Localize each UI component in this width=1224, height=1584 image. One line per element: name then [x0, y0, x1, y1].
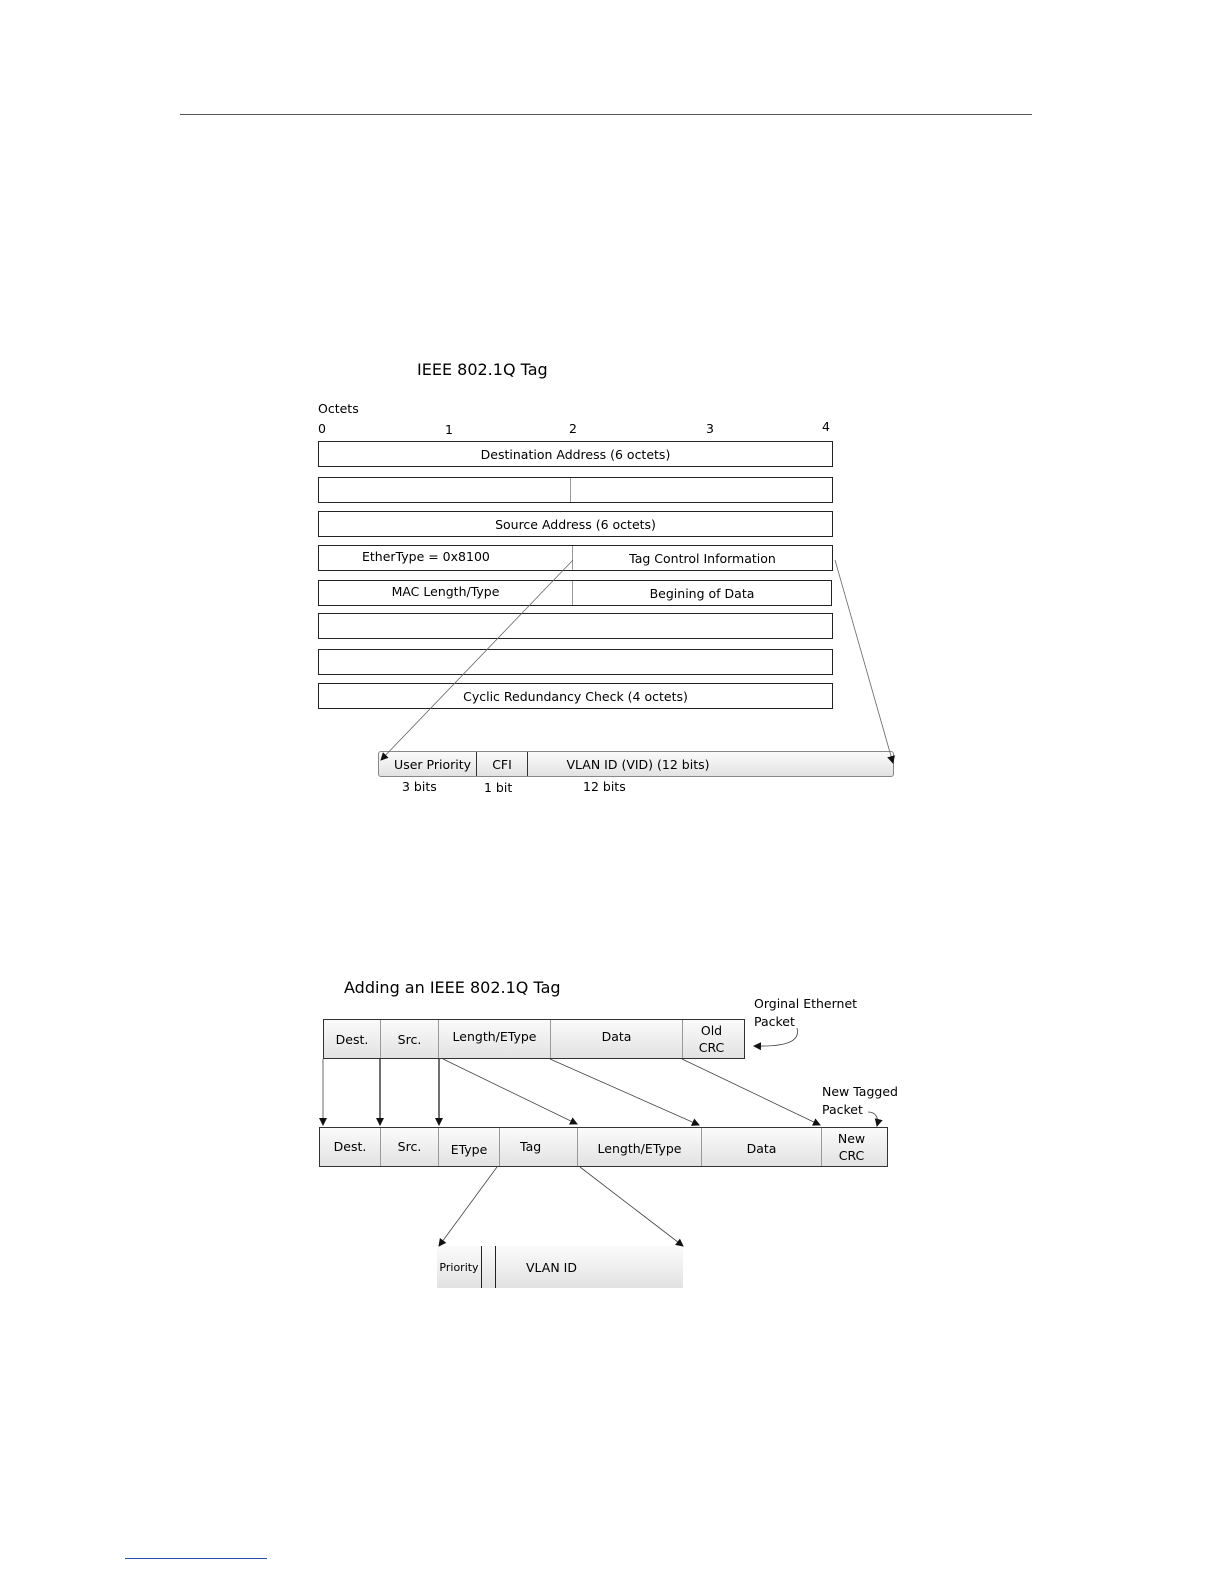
frame-row-mac-length [318, 580, 832, 606]
frame-row-crc [318, 683, 833, 709]
octet-number: 4 [822, 419, 830, 434]
diagram1-title: IEEE 802.1Q Tag [417, 360, 548, 379]
frame-row-destination [318, 441, 833, 467]
frame-row-ethertype [318, 545, 833, 571]
tci-size-label: 1 bit [484, 780, 513, 795]
new-field-length-etype: Length/EType [578, 1128, 702, 1166]
tag-field-cfi [482, 1246, 496, 1288]
mapping-arrow-crc [682, 1059, 820, 1125]
header-rule [180, 114, 1032, 115]
tci-bar [378, 751, 894, 777]
octet-number: 1 [445, 422, 453, 437]
diagram2-title: Adding an IEEE 802.1Q Tag [344, 978, 561, 997]
tci-size-label: 3 bits [402, 779, 437, 794]
original-field-dest: Dest. [324, 1020, 381, 1058]
octets-label: Octets [318, 401, 359, 416]
frame-row-source [318, 511, 833, 537]
frame-row-data [318, 649, 833, 675]
new-field-tag: Tag [500, 1128, 578, 1166]
ethertype-field: EtherType = 0x8100 [362, 549, 490, 564]
octet-number: 3 [706, 421, 714, 436]
destination-address-field: Destination Address (6 octets) [480, 446, 671, 462]
source-address-field: Source Address (6 octets) [495, 516, 656, 532]
new-field-src: Src. [381, 1128, 439, 1166]
original-field-src: Src. [381, 1020, 439, 1058]
tag-field-vlan-id: VLAN ID [526, 1259, 577, 1275]
new-field-dest: Dest. [320, 1128, 381, 1166]
new-field-data: Data [702, 1128, 822, 1166]
beginning-of-data-field: Begining of Data [572, 581, 831, 605]
new-field-new-crc: New CRC [837, 1131, 866, 1163]
new-field-etype: EType [439, 1128, 500, 1166]
tag-field-priority: Priority [437, 1246, 482, 1288]
frame-row-data [318, 613, 833, 639]
octet-number: 0 [318, 421, 326, 436]
frame-cell-data [319, 614, 832, 638]
footer-link-rule [125, 1558, 267, 1559]
tci-cfi: CFI [477, 752, 528, 776]
octet-number: 2 [569, 421, 577, 436]
crc-field: Cyclic Redundancy Check (4 octets) [463, 688, 688, 704]
tci-expand-line-right [835, 560, 893, 763]
tag-control-information-field: Tag Control Information [572, 546, 832, 570]
tci-vlan-id: VLAN ID (VID) (12 bits) [566, 756, 710, 772]
original-packet-bar [323, 1019, 745, 1059]
tag-expand-line-right [580, 1167, 683, 1246]
frame-cell-blank [319, 478, 570, 502]
mapping-arrow-length-etype [443, 1059, 577, 1124]
frame-cell-data [319, 650, 832, 674]
new-packet-label: New Tagged Packet [822, 1084, 898, 1117]
original-packet-label: Orginal Ethernet Packet [754, 996, 858, 1029]
original-field-data: Data [551, 1020, 683, 1058]
mac-length-type-field: MAC Length/Type [391, 584, 500, 599]
new-tagged-packet-bar [319, 1127, 888, 1167]
tag-detail-bar [437, 1246, 683, 1288]
tci-size-label: 12 bits [583, 779, 626, 794]
frame-cell-blank [570, 478, 832, 502]
mapping-arrow-data [550, 1059, 699, 1125]
tag-expand-line-left [439, 1167, 497, 1246]
original-field-length-etype: Length/EType [439, 1020, 551, 1058]
frame-row-blank [318, 477, 833, 503]
original-field-old-crc: Old CRC [698, 1023, 725, 1055]
tci-user-priority: User Priority [379, 752, 477, 776]
